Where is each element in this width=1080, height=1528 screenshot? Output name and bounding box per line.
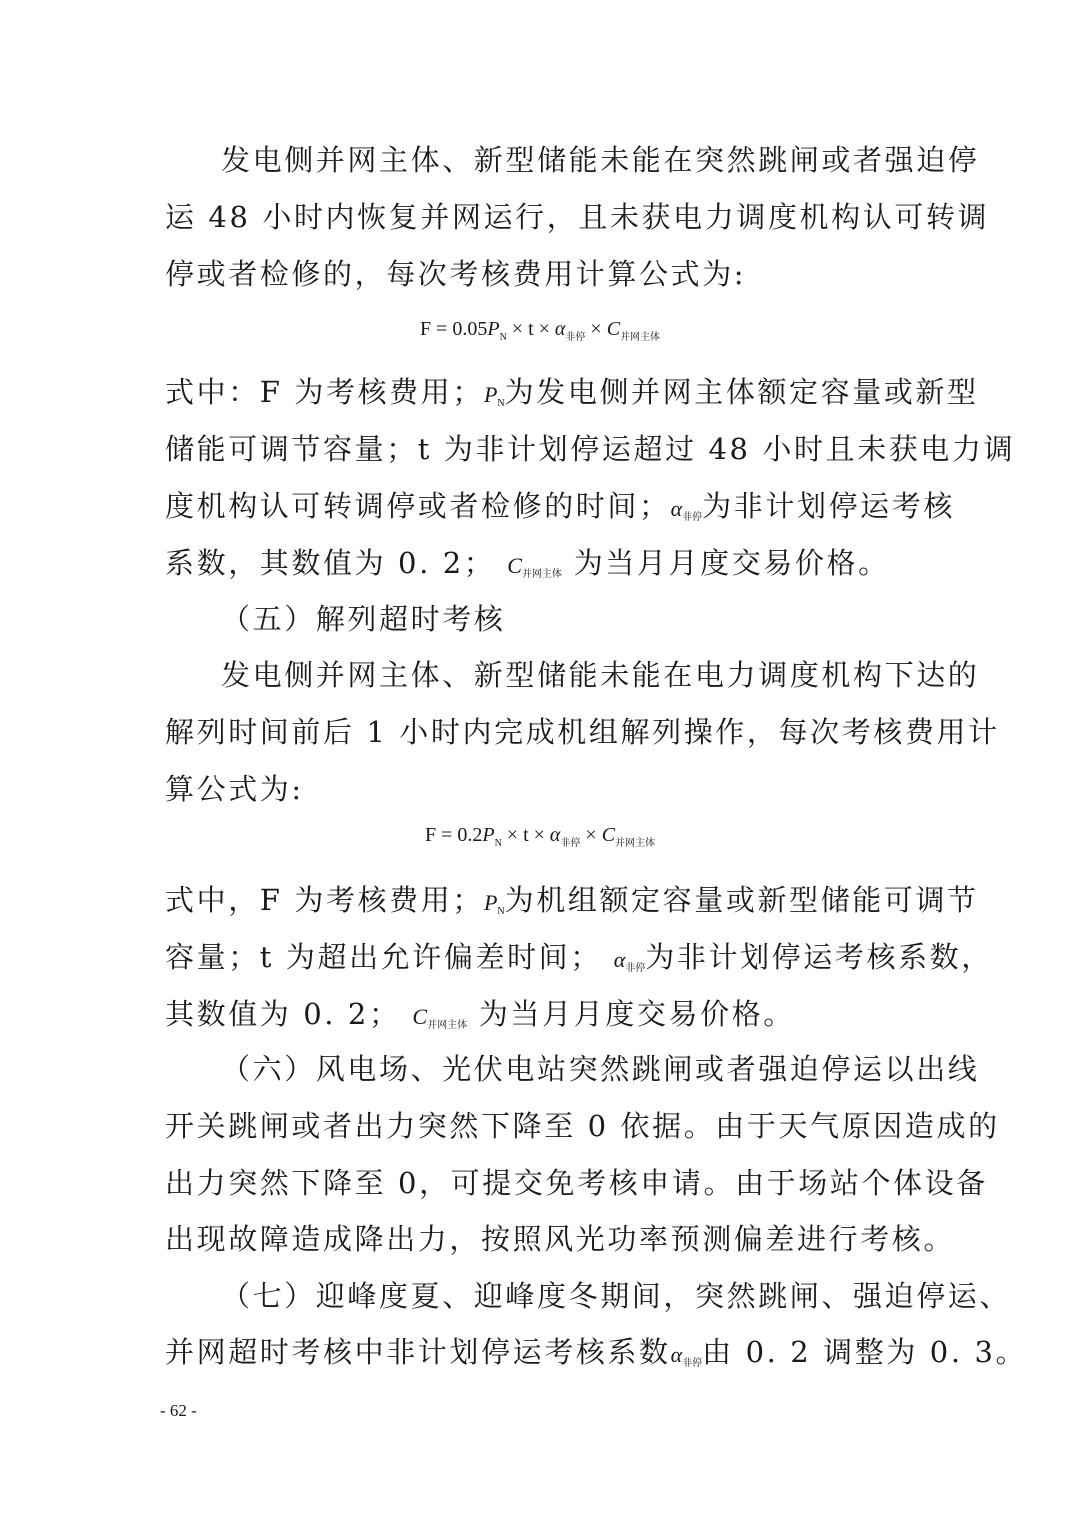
alpha-symbol: $\alpha_{非停}$ [613, 947, 646, 974]
s4-intro-line-3: 停或者检修的，每次考核费用计算公式为: [165, 257, 747, 291]
s4-legend-line-2: 储能可调节容量；t 为非计划停运超过 48 小时且未获电力调 [165, 432, 1016, 466]
page-number: - 62 - [160, 1401, 197, 1420]
s4-legend-line-3: 度机构认可转调停或者检修的时间；$\alpha_{非停}$为非计划停运考核 [165, 489, 955, 523]
s6-line-3: 出力突然下降至 0，可提交免考核申请。由于场站个体设备 [165, 1166, 988, 1200]
s6-line-2: 开关跳闸或者出力突然下降至 0 依据。由于天气原因造成的 [165, 1109, 1000, 1143]
c-symbol: $C_{并网主体}$ [507, 553, 562, 580]
s5-legend-line-2: 容量；t 为超出允许偏差时间； $\alpha_{非停}$为非计划停运考核系数， [165, 940, 993, 974]
s4-formula: $F = 0.05P_N \times t \times \alpha_{非停} \times C_{并网主体}$ [419, 318, 661, 343]
s5-legend-line-3: 其数值为 0. 2； $C_{并网主体}$ 为当月月度交易价格。 [165, 997, 795, 1031]
s4-legend-line-1: 式中：F 为考核费用；$P_N$为发电侧并网主体额定容量或新型 [165, 375, 979, 409]
c-symbol: $C_{并网主体}$ [412, 1004, 468, 1031]
s7-line-2: 并网超时考核中非计划停运考核系数$\alpha_{非停}$由 0. 2 调整为 0. 3。 [165, 1335, 1028, 1369]
pn-symbol: $P_N$ [483, 382, 505, 409]
s4-legend-line-4: 系数，其数值为 0. 2； $C_{并网主体}$ 为当月月度交易价格。 [165, 546, 890, 580]
s6-line-4: 出现故障造成降出力，按照风光功率预测偏差进行考核。 [165, 1222, 956, 1256]
s5-legend-line-1: 式中，F 为考核费用；$P_N$为机组额定容量或新型储能可调节 [165, 883, 979, 917]
s4-intro-line-2: 运 48 小时内恢复并网运行，且未获电力调度机构认可转调 [165, 200, 990, 234]
s6-line-1: （六）风电场、光伏电站突然跳闸或者强迫停运以出线 [221, 1052, 980, 1086]
alpha-symbol: $\alpha_{非停}$ [670, 1342, 703, 1369]
s4-intro-line-1: 发电侧并网主体、新型储能未能在突然跳闸或者强迫停 [221, 143, 980, 177]
s7-line-1: （七）迎峰度夏、迎峰度冬期间，突然跳闸、强迫停运、 [221, 1279, 1012, 1313]
alpha-symbol: $\alpha_{非停}$ [670, 496, 703, 523]
s5-intro-line-3: 算公式为: [165, 772, 304, 806]
s5-formula: $F = 0.2P_N \times t \times \alpha_{非停} \times C_{并网主体}$ [424, 824, 656, 849]
s5-heading: （五）解列超时考核 [221, 602, 506, 636]
s5-intro-line-1: 发电侧并网主体、新型储能未能在电力调度机构下达的 [221, 658, 980, 692]
pn-symbol: $P_N$ [483, 890, 505, 917]
s5-intro-line-2: 解列时间前后 1 小时内完成机组解列操作，每次考核费用计 [165, 715, 1000, 749]
